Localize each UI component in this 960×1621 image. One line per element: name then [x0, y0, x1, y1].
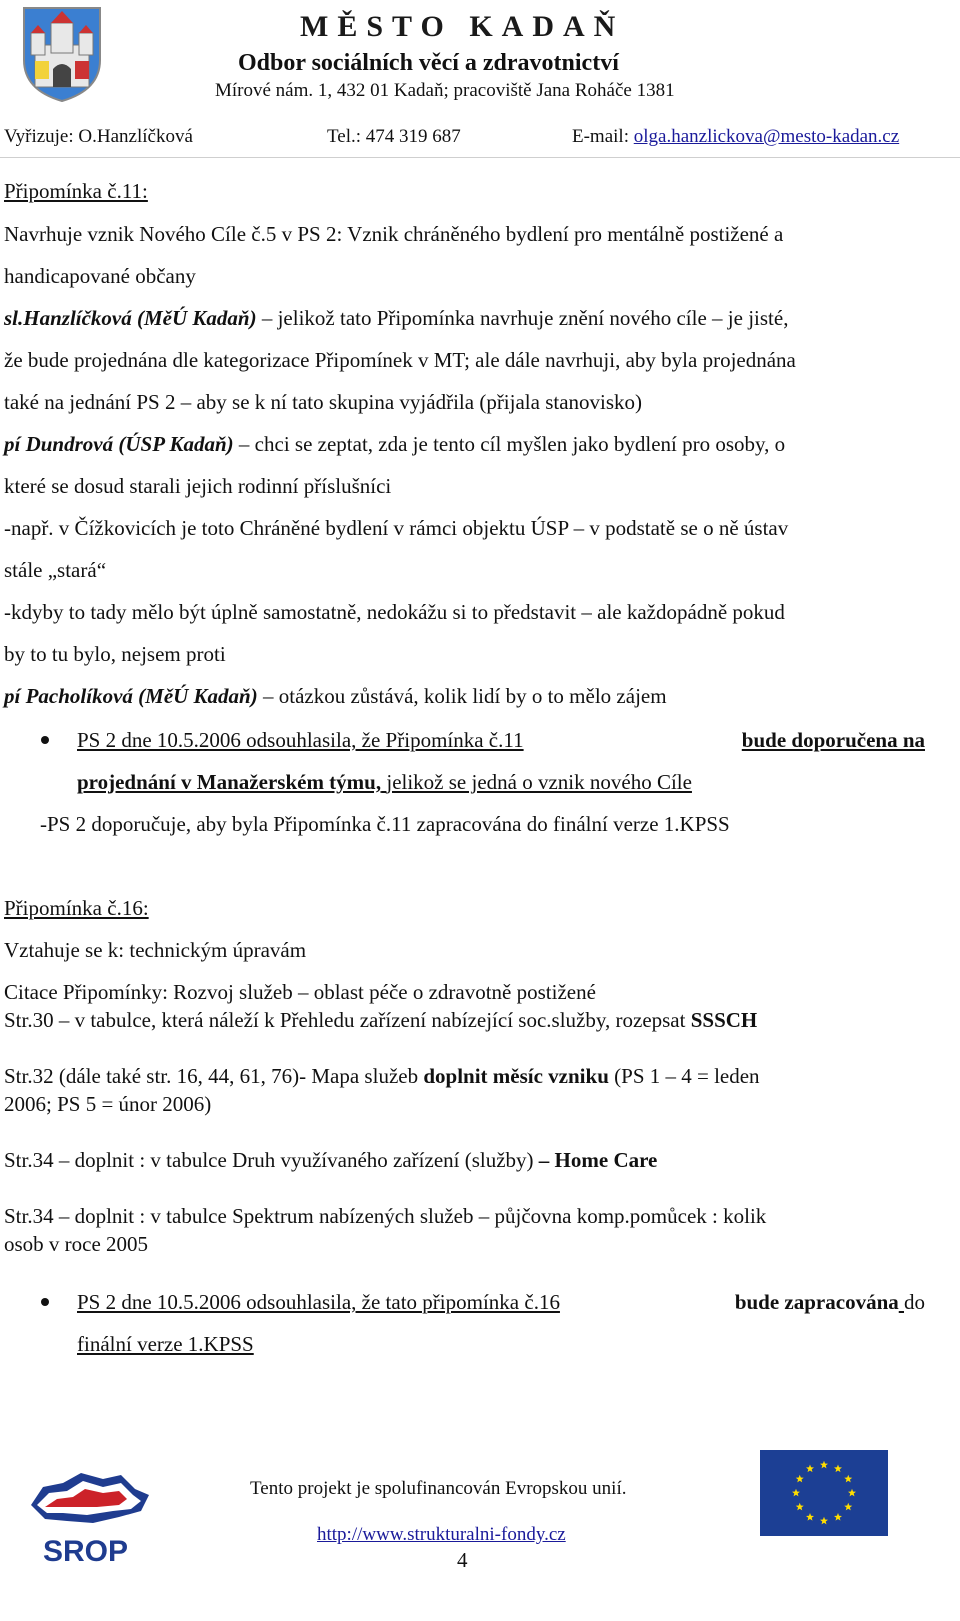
page-number: 4: [457, 1548, 468, 1572]
cofinance-note: Tento projekt je spolufinancován Evropskou unií.: [250, 1478, 627, 1499]
comment11-title: Připomínka č.11:: [4, 179, 148, 203]
comment16-page30: Str.30 – v tabulce, která náleží k Přehledu zařízení nabízející soc.služby, rozepsat SSSCH: [4, 1008, 758, 1032]
speaker2-line6: by to tu bylo, nejsem proti: [4, 642, 226, 666]
speaker2-line4: stále „stará“: [4, 558, 107, 582]
speaker1-line3: také na jednání PS 2 – aby se k ní tato skupina vyjádřila (přijala stanovisko): [4, 390, 643, 414]
speaker2-line2: které se dosud starali jejich rodinní příslušníci: [4, 474, 392, 498]
department-name: Odbor sociálních věcí a zdravotnictví: [238, 50, 619, 76]
speaker2-name: pí Dundrová (ÚSP Kadaň): [4, 432, 234, 456]
city-name: MĚSTO KADAŇ: [300, 10, 625, 43]
speaker1-line1: sl.Hanzlíčková (MěÚ Kadaň) – jelikož tato Připomínka navrhuje znění nového cíle – je jisté,: [4, 306, 789, 330]
speaker3-line1: pí Pacholíková (MěÚ Kadaň) – otázkou zůstává, kolik lidí by o to mělo zájem: [4, 684, 667, 708]
speaker1-name: sl.Hanzlíčková (MěÚ Kadaň): [4, 306, 257, 330]
comment16-citation: Citace Připomínky: Rozvoj služeb – oblast péče o zdravotně postižené: [4, 980, 596, 1004]
speaker3-name: pí Pacholíková (MěÚ Kadaň): [4, 684, 258, 708]
comment16-page32-line1: Str.32 (dále také str. 16, 44, 61, 76)- Mapa služeb doplnit měsíc vzniku (PS 1 – 4 = leden: [4, 1064, 760, 1088]
comment16-relates: Vztahuje se k: technickým úpravám: [4, 938, 307, 962]
phone-number: Tel.: 474 319 687: [327, 126, 461, 147]
comment11-decision-line1: PS 2 dne 10.5.2006 odsouhlasila, že Připomínka č.11 bude doporučena na: [77, 728, 925, 752]
speaker2-line5: -kdyby to tady mělo být úplně samostatně, nedokážu si to představit – ale každopádně pokud: [4, 600, 785, 624]
comment16-page34b-line2: osob v roce 2005: [4, 1232, 149, 1256]
office-address: Mírové nám. 1, 432 01 Kadaň; pracoviště Jana Roháče 1381: [215, 80, 675, 101]
city-crest-logo: [21, 5, 103, 103]
comment16-page32-line2: 2006; PS 5 = únor 2006): [4, 1092, 212, 1116]
speaker2-line1: pí Dundrová (ÚSP Kadaň) – chci se zeptat, zda je tento cíl myšlen jako bydlení pro osoby, o: [4, 432, 786, 456]
email-link[interactable]: olga.hanzlickova@mesto-kadan.cz: [633, 126, 900, 147]
comment16-page34b-line1: Str.34 – doplnit : v tabulce Spektrum nabízených služeb – půjčovna komp.pomůcek : kolik: [4, 1204, 767, 1228]
contact-person: Vyřizuje: O.Hanzlíčková: [4, 126, 193, 147]
comment11-proposal-line1: Navrhuje vznik Nového Cíle č.5 v PS 2: Vznik chráněného bydlení pro mentálně postižené a: [4, 222, 784, 246]
comment16-decision-line1: PS 2 dne 10.5.2006 odsouhlasila, že tato připomínka č.16 bude zapracována do: [77, 1290, 925, 1314]
srop-logo: [23, 1465, 158, 1573]
eu-flag-icon: [760, 1450, 888, 1536]
comment16-decision-bullet: [41, 1298, 49, 1306]
comment11-recommendation: -PS 2 doporučuje, aby byla Připomínka č.11 zapracována do finální verze 1.KPSS: [40, 812, 730, 836]
srop-logo-text: SROP: [43, 1535, 129, 1568]
speaker1-line2: že bude projednána dle kategorizace Připomínek v MT; ale dále navrhuji, aby byla projednána: [4, 348, 796, 372]
comment11-decision-bullet: [41, 736, 49, 744]
comment11-decision-line2: projednání v Manažerském týmu, jelikož se jedná o vznik nového Cíle: [77, 770, 692, 794]
header-divider: [0, 157, 960, 158]
comment16-title: Připomínka č.16:: [4, 896, 149, 920]
email-line: [572, 126, 899, 148]
speaker2-line3: -např. v Čížkovicích je toto Chráněné bydlení v rámci objektu ÚSP – v podstatě se o ně ústav: [4, 516, 789, 540]
structural-funds-link[interactable]: http://www.strukturalni-fondy.cz: [317, 1524, 566, 1545]
comment11-proposal-line2: handicapované občany: [4, 264, 196, 288]
comment16-page34a: Str.34 – doplnit : v tabulce Druh využívaného zařízení (služby) – Home Care: [4, 1148, 658, 1172]
email-label: E-mail:: [572, 126, 634, 147]
comment16-decision-line2: finální verze 1.KPSS: [77, 1332, 254, 1356]
